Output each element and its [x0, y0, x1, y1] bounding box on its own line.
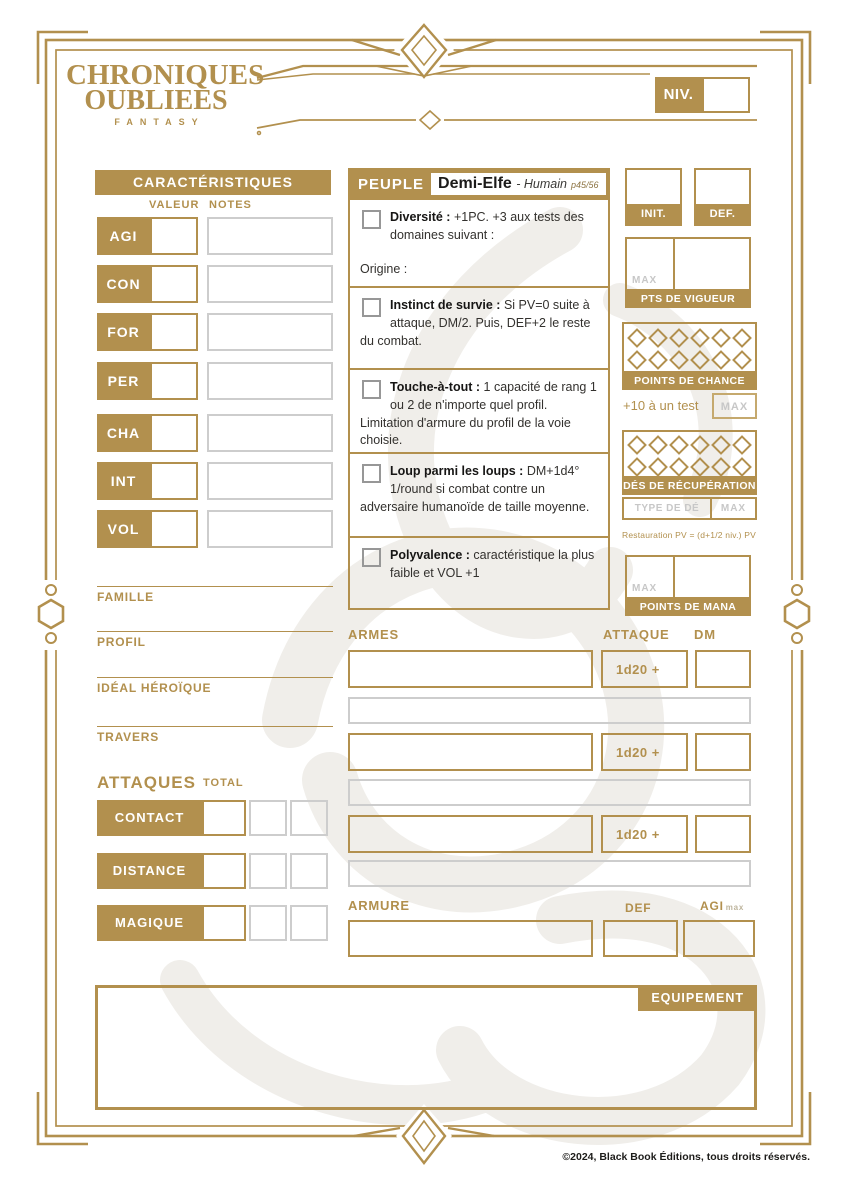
- level-input[interactable]: [702, 77, 750, 113]
- peuple-label: PEUPLE: [358, 175, 425, 193]
- recovery-slot[interactable]: [732, 435, 752, 455]
- recovery-slot[interactable]: [627, 435, 647, 455]
- brand-logo: [66, 59, 265, 127]
- stat-row-for: [97, 313, 333, 351]
- luck-slot[interactable]: [711, 350, 731, 370]
- weapon-2-notes-input[interactable]: [348, 779, 751, 806]
- distance-mod-input-2[interactable]: [290, 853, 328, 889]
- luck-bonus-text: +10 à un test: [623, 398, 699, 413]
- armor-title: ARMURE: [348, 898, 410, 913]
- vol-label: VOL: [97, 510, 150, 548]
- vol-notes-input[interactable]: [207, 510, 333, 548]
- peuple-subtype: - Humain: [516, 177, 567, 191]
- int-label: INT: [97, 462, 150, 500]
- per-label: PER: [97, 362, 150, 400]
- init-input[interactable]: [627, 170, 680, 204]
- trait-polyvalence: Polyvalence : caractéristique la plus faible et VOL +1: [350, 536, 608, 612]
- recovery-formula: Restauration PV = (d+1/2 niv.) PV: [622, 530, 757, 540]
- famille-write-line: [97, 586, 333, 587]
- weapon-3-name-input[interactable]: [348, 815, 593, 853]
- level-label: NIV.: [655, 77, 702, 113]
- mana-title: POINTS DE MANA: [625, 599, 751, 616]
- trait-diversite-origine[interactable]: Origine :: [360, 261, 408, 276]
- mana-panel: [625, 555, 751, 616]
- weapon-1-notes-input[interactable]: [348, 697, 751, 724]
- recovery-slot[interactable]: [669, 457, 689, 477]
- per-notes-input[interactable]: [207, 362, 333, 400]
- field-profil[interactable]: PROFIL: [97, 631, 333, 649]
- equipment-box[interactable]: [95, 985, 757, 1110]
- die-type-input[interactable]: TYPE DE DÉ: [624, 499, 712, 518]
- level-field: [655, 77, 750, 113]
- luck-slot[interactable]: [690, 350, 710, 370]
- mana-max-input[interactable]: MAX: [627, 557, 675, 597]
- contact-total-input[interactable]: [202, 800, 246, 836]
- weapon-3-attack-input[interactable]: 1d20 +: [601, 815, 688, 853]
- value-column-header: VALEUR: [149, 199, 200, 211]
- cha-label: CHA: [97, 414, 150, 452]
- trait-instinct-de-survie: Instinct de survie : Si PV=0 suite à attaque, DM/2. Puis, DEF+2 le reste du combat.: [350, 286, 608, 368]
- def-input[interactable]: [696, 170, 749, 204]
- trait-diversite-checkbox[interactable]: [362, 210, 381, 229]
- peuple-header: [350, 170, 608, 198]
- agi-value-input[interactable]: [150, 217, 198, 255]
- weapon-3-dm-input[interactable]: [695, 815, 751, 853]
- trait-diversite: Diversité : +1PC. +3 aux tests des domaines suivant : Origine :: [350, 198, 608, 286]
- trait-instinct-checkbox[interactable]: [362, 298, 381, 317]
- recovery-slot[interactable]: [648, 457, 668, 477]
- for-label: FOR: [97, 313, 150, 351]
- recovery-inputs: [622, 497, 757, 520]
- contact-mod-input-1[interactable]: [249, 800, 287, 836]
- def-field: [694, 168, 751, 226]
- recovery-slot[interactable]: [690, 457, 710, 477]
- contact-mod-input-2[interactable]: [290, 800, 328, 836]
- per-value-input[interactable]: [150, 362, 198, 400]
- vol-value-input[interactable]: [150, 510, 198, 548]
- attacks-total-header: TOTAL: [203, 777, 244, 789]
- attacks-title: ATTAQUES: [97, 773, 196, 792]
- trait-loup-checkbox[interactable]: [362, 464, 381, 483]
- recovery-max-input[interactable]: MAX: [720, 503, 747, 514]
- recovery-slot[interactable]: [711, 435, 731, 455]
- luck-slot[interactable]: [690, 328, 710, 348]
- luck-slots: [622, 322, 757, 373]
- weapons-title: ARMES: [348, 627, 399, 642]
- con-label: CON: [97, 265, 150, 303]
- int-notes-input[interactable]: [207, 462, 333, 500]
- armor-agi-max-sub: max: [725, 903, 745, 912]
- brand-line-3: FANTASY: [114, 117, 205, 127]
- characteristics-header: CARACTÉRISTIQUES: [95, 170, 331, 195]
- recovery-slot[interactable]: [627, 457, 647, 477]
- magique-mod-input-2[interactable]: [290, 905, 328, 941]
- luck-slot[interactable]: [669, 328, 689, 348]
- notes-column-header: NOTES: [209, 199, 252, 211]
- con-notes-input[interactable]: [207, 265, 333, 303]
- armor-def-input[interactable]: [603, 920, 678, 957]
- dm-column-header: DM: [694, 627, 716, 642]
- agi-notes-input[interactable]: [207, 217, 333, 255]
- brand-line-2: OUBLIEES: [84, 85, 228, 116]
- attack-row-contact: [97, 800, 328, 836]
- peuple-name-box: [431, 173, 606, 195]
- weapon-1-dm-input[interactable]: [695, 650, 751, 688]
- attack-row-magique: [97, 905, 328, 941]
- travers-write-line: [97, 726, 333, 727]
- weapon-2-name-input[interactable]: [348, 733, 593, 771]
- peuple-page-ref: p45/56: [570, 180, 599, 190]
- armor-def-header: DEF: [625, 901, 652, 915]
- vigor-max-input[interactable]: MAX: [627, 239, 675, 289]
- init-label: INIT.: [627, 204, 680, 224]
- con-value-input[interactable]: [150, 265, 198, 303]
- distance-mod-input-1[interactable]: [249, 853, 287, 889]
- cha-value-input[interactable]: [150, 414, 198, 452]
- recovery-slot[interactable]: [669, 435, 689, 455]
- init-field: [625, 168, 682, 226]
- attack-row-distance: [97, 853, 328, 889]
- distance-label: DISTANCE: [97, 853, 202, 889]
- luck-slot[interactable]: [648, 350, 668, 370]
- trait-loup-parmi-les-loups: Loup parmi les loups : DM+1d4° 1/round si combat contre un adversaire humanoïde de taille moyenne.: [350, 452, 608, 536]
- luck-slot[interactable]: [732, 350, 752, 370]
- vigor-title: PTS DE VIGUEUR: [625, 291, 751, 308]
- peuple-panel: [348, 168, 610, 610]
- agi-label: AGI: [97, 217, 150, 255]
- magique-total-input[interactable]: [202, 905, 246, 941]
- armor-agi-header: AGI max: [700, 899, 745, 913]
- int-value-input[interactable]: [150, 462, 198, 500]
- mana-current-input[interactable]: [675, 557, 749, 597]
- vigor-panel: [625, 237, 751, 308]
- luck-title: POINTS DE CHANCE: [622, 373, 757, 390]
- peuple-name: Demi-Elfe: [438, 175, 512, 192]
- weapon-3-notes-input[interactable]: [348, 860, 751, 887]
- copyright-text: ©2024, Black Book Éditions, tous droits réservés.: [562, 1151, 810, 1163]
- weapon-1-name-input[interactable]: [348, 650, 593, 688]
- luck-slot[interactable]: [732, 328, 752, 348]
- contact-label: CONTACT: [97, 800, 202, 836]
- magique-label: MAGIQUE: [97, 905, 202, 941]
- luck-panel: [622, 322, 757, 390]
- luck-slot[interactable]: [711, 328, 731, 348]
- recovery-slot[interactable]: [711, 457, 731, 477]
- ideal-write-line: [97, 677, 333, 678]
- luck-max-input[interactable]: MAX: [712, 393, 757, 419]
- recovery-slot[interactable]: [648, 435, 668, 455]
- brand-line-1: CHRONIQUES: [66, 59, 265, 91]
- recovery-slot[interactable]: [690, 435, 710, 455]
- luck-slot[interactable]: [627, 328, 647, 348]
- recovery-panel: [622, 430, 757, 520]
- equipment-title: EQUIPEMENT: [638, 985, 757, 1011]
- stat-row-cha: [97, 414, 333, 452]
- recovery-title: DÉS DE RÉCUPÉRATION: [622, 478, 757, 495]
- luck-slot[interactable]: [669, 350, 689, 370]
- for-value-input[interactable]: [150, 313, 198, 351]
- luck-slot[interactable]: [627, 350, 647, 370]
- weapon-1-attack-input[interactable]: 1d20 +: [601, 650, 688, 688]
- recovery-slot[interactable]: [732, 457, 752, 477]
- armor-name-input[interactable]: [348, 920, 593, 957]
- trait-polyvalence-checkbox[interactable]: [362, 548, 381, 567]
- weapon-2-dm-input[interactable]: [695, 733, 751, 771]
- field-ideal-heroique[interactable]: IDÉAL HÉROÏQUE: [97, 677, 333, 695]
- recovery-slots: [622, 430, 757, 478]
- distance-total-input[interactable]: [202, 853, 246, 889]
- def-label: DEF.: [696, 204, 749, 224]
- magique-mod-input-1[interactable]: [249, 905, 287, 941]
- vigor-current-input[interactable]: [675, 239, 749, 289]
- for-notes-input[interactable]: [207, 313, 333, 351]
- stat-row-con: [97, 265, 333, 303]
- profil-write-line: [97, 631, 333, 632]
- armor-agi-max-input[interactable]: [683, 920, 755, 957]
- stat-row-int: [97, 462, 333, 500]
- field-travers[interactable]: TRAVERS: [97, 726, 333, 744]
- attack-column-header: ATTAQUE: [603, 627, 670, 642]
- trait-touche-a-tout: Touche-à-tout : 1 capacité de rang 1 ou 2 de n'importe quel profil. Limitation d'armure du profil de la voie choisie.: [350, 368, 608, 452]
- trait-touche-checkbox[interactable]: [362, 380, 381, 399]
- field-famille[interactable]: FAMILLE: [97, 586, 333, 604]
- stat-row-per: [97, 362, 333, 400]
- weapon-2-attack-input[interactable]: 1d20 +: [601, 733, 688, 771]
- stat-row-vol: [97, 510, 333, 548]
- vigor-boxes: [625, 237, 751, 291]
- mana-boxes: [625, 555, 751, 599]
- stat-row-agi: [97, 217, 333, 255]
- cha-notes-input[interactable]: [207, 414, 333, 452]
- luck-slot[interactable]: [648, 328, 668, 348]
